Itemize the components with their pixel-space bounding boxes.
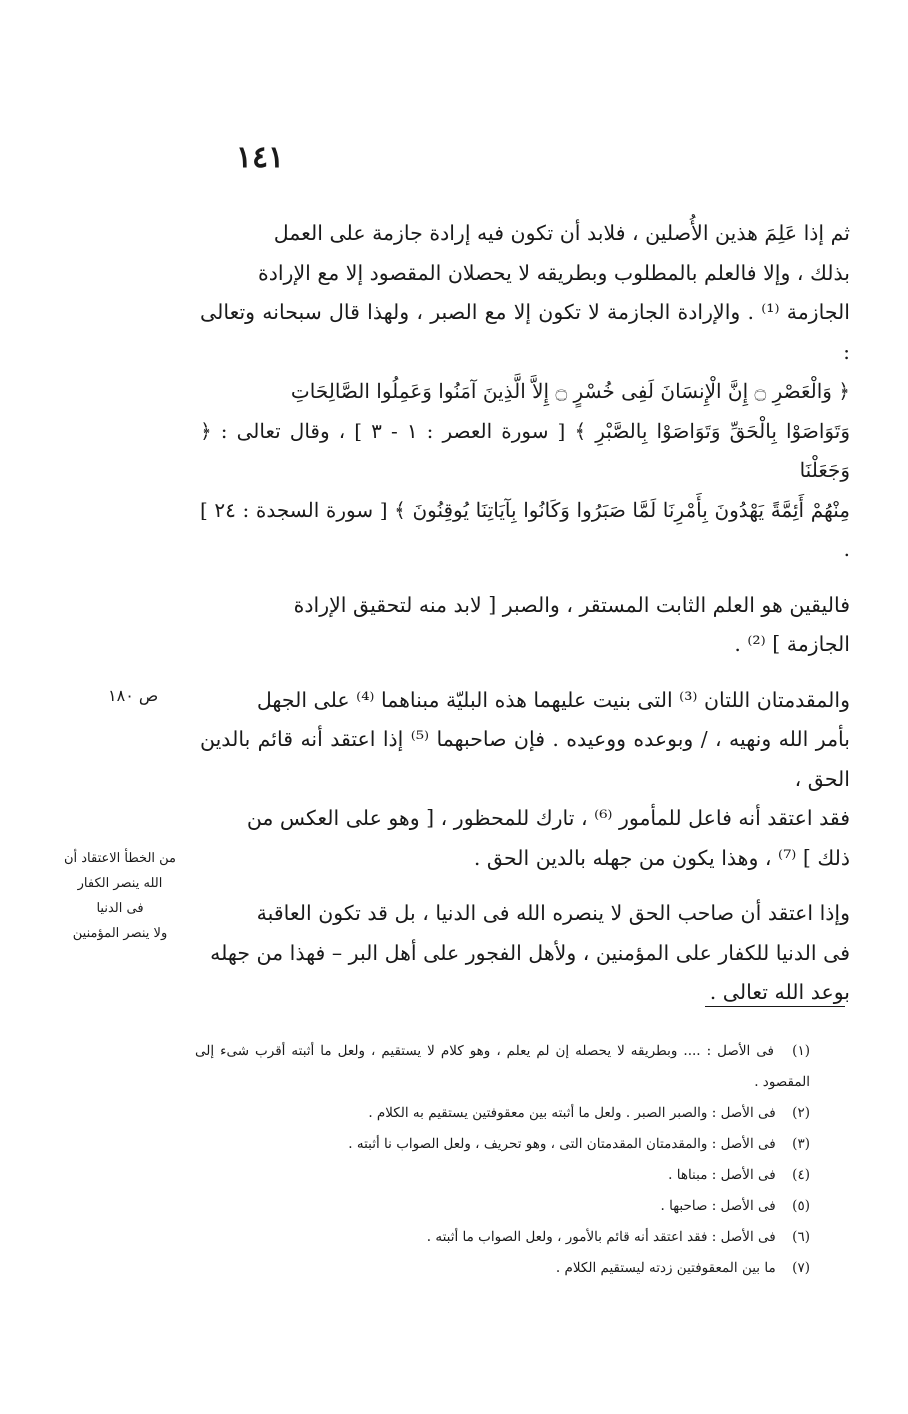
paragraph-line: فاليقين هو العلم الثابت المستقر ، والصبر [ لابد منه لتحقيق الإرادة xyxy=(293,592,850,617)
margin-note-line: من الخطأ الاعتقاد أن xyxy=(63,851,177,866)
quran-quote-line: مِنْهُمْ أَئِمَّةً يَهْدُونَ بِأَمْرِنَا لَمَّا صَبَرُوا وَكَانُوا بِآيَاتِنَا يُوقِنُونَ ﴾ [ سورة السجدة : ٢٤ ] . xyxy=(200,497,850,561)
paragraph-line: الجازمة ] ⁽²⁾ . xyxy=(734,632,850,656)
footnote xyxy=(195,1098,810,1129)
footnote-number: (٣) xyxy=(792,1136,810,1152)
footnote-number: (٢) xyxy=(792,1105,810,1121)
quran-quote-line: وَتَوَاصَوْا بِالْحَقِّ وَتَوَاصَوْا بِالصَّبْرِ ﴾ [ سورة العصر : ١ - ٣ ] ، وقال تعالى : ﴿ وَجَعَلْنَا xyxy=(200,418,850,482)
paragraph-line: ثم إذا عَلِمَ هذين الأُصلين ، فلابد أن تكون فيه إرادة جازمة على العمل xyxy=(273,221,850,245)
paragraph-line: ذلك ] ⁽⁷⁾ ، وهذا يكون من جهله بالدين الحق . xyxy=(473,845,850,870)
footnote-number: (٦) xyxy=(792,1229,810,1245)
footnote xyxy=(195,1222,810,1253)
main-text xyxy=(200,214,850,1013)
footnote-text: فى الأصل : والمقدمتان المقدمتان التى ، وهو تحريف ، ولعل الصواب نا أثبته . xyxy=(348,1136,776,1152)
footnote-text: فى الأصل : صاحبها . xyxy=(660,1198,776,1214)
footnote-number: (١) xyxy=(792,1043,810,1059)
footnote xyxy=(195,1160,810,1191)
footnote-text: فى الأصل : مبناها . xyxy=(668,1167,776,1183)
footnote xyxy=(195,1253,810,1284)
footnote-text: فى الأصل : .... وبطريقه لا يحصله إن لم يعلم ، وهو كلام لا يستقيم ، ولعل ما أثبته أقرب شىء إلى المقصود . xyxy=(195,1043,810,1090)
footnote-text: فى الأصل : والصبر الصبر . ولعل ما أثبته بين معقوفتين يستقيم به الكلام . xyxy=(368,1105,776,1121)
footnote-number: (٥) xyxy=(792,1198,810,1214)
footnote-text: ما بين المعقوفتين زدته ليستقيم الكلام . xyxy=(555,1260,776,1276)
paragraph-line: الجازمة ⁽¹⁾ . والإرادة الجازمة لا تكون إلا مع الصبر ، ولهذا قال سبحانه وتعالى : xyxy=(200,300,850,364)
paragraph-line: فقد اعتقد أنه فاعل للمأمور ⁽⁶⁾ ، تارك للمحظور ، [ وهو على العكس من xyxy=(246,806,850,830)
footnote-divider xyxy=(705,1006,845,1007)
paragraph-line: فى الدنيا للكفار على المؤمنين ، ولأهل الفجور على أهل البر – فهذا من جهله xyxy=(210,940,850,965)
footnote-number: (٤) xyxy=(792,1167,810,1183)
footnotes xyxy=(195,1036,810,1284)
margin-page-reference: ص ١٨٠ xyxy=(108,686,159,705)
paragraph-line: والمقدمتان اللتان ⁽³⁾ التى بنيت عليهما هذه البليّة مبناهما ⁽⁴⁾ على الجهل xyxy=(256,687,850,712)
paragraph-line: بوعد الله تعالى . xyxy=(709,980,850,1004)
paragraph-line: بأمر الله ونهيه ، / وبوعده ووعيده . فإن صاحبهما ⁽⁵⁾ إذا اعتقد أنه قائم بالدين الحق ، xyxy=(200,727,850,791)
footnote xyxy=(195,1036,810,1098)
page-number: ١٤١ xyxy=(235,140,285,175)
footnote xyxy=(195,1129,810,1160)
margin-note-line: الله ينصر الكفار xyxy=(77,876,163,891)
paragraph-line: وإذا اعتقد أن صاحب الحق لا ينصره الله فى الدنيا ، بل قد تكون العاقبة xyxy=(256,901,850,925)
margin-note-line: فى الدنيا xyxy=(96,901,144,916)
footnote-number: (٧) xyxy=(792,1260,810,1276)
margin-note-line: ولا ينصر المؤمنين xyxy=(72,926,168,941)
footnote-text: فى الأصل : فقد اعتقد أنه قائم بالأمور ، ولعل الصواب ما أثبته . xyxy=(426,1229,776,1245)
footnote xyxy=(195,1191,810,1222)
paragraph-line: بذلك ، وإلا فالعلم بالمطلوب وبطريقه لا يحصلان المقصود إلا مع الإرادة xyxy=(257,260,850,285)
quran-quote-line: ﴿ وَالْعَصْرِ ۝ إِنَّ الْإِنسَانَ لَفِى خُسْرٍ ۝ إِلاَّ الَّذِينَ آمَنُوا وَعَمِلُوا الصَّالِحَاتِ xyxy=(290,379,850,403)
margin-note xyxy=(40,846,200,946)
